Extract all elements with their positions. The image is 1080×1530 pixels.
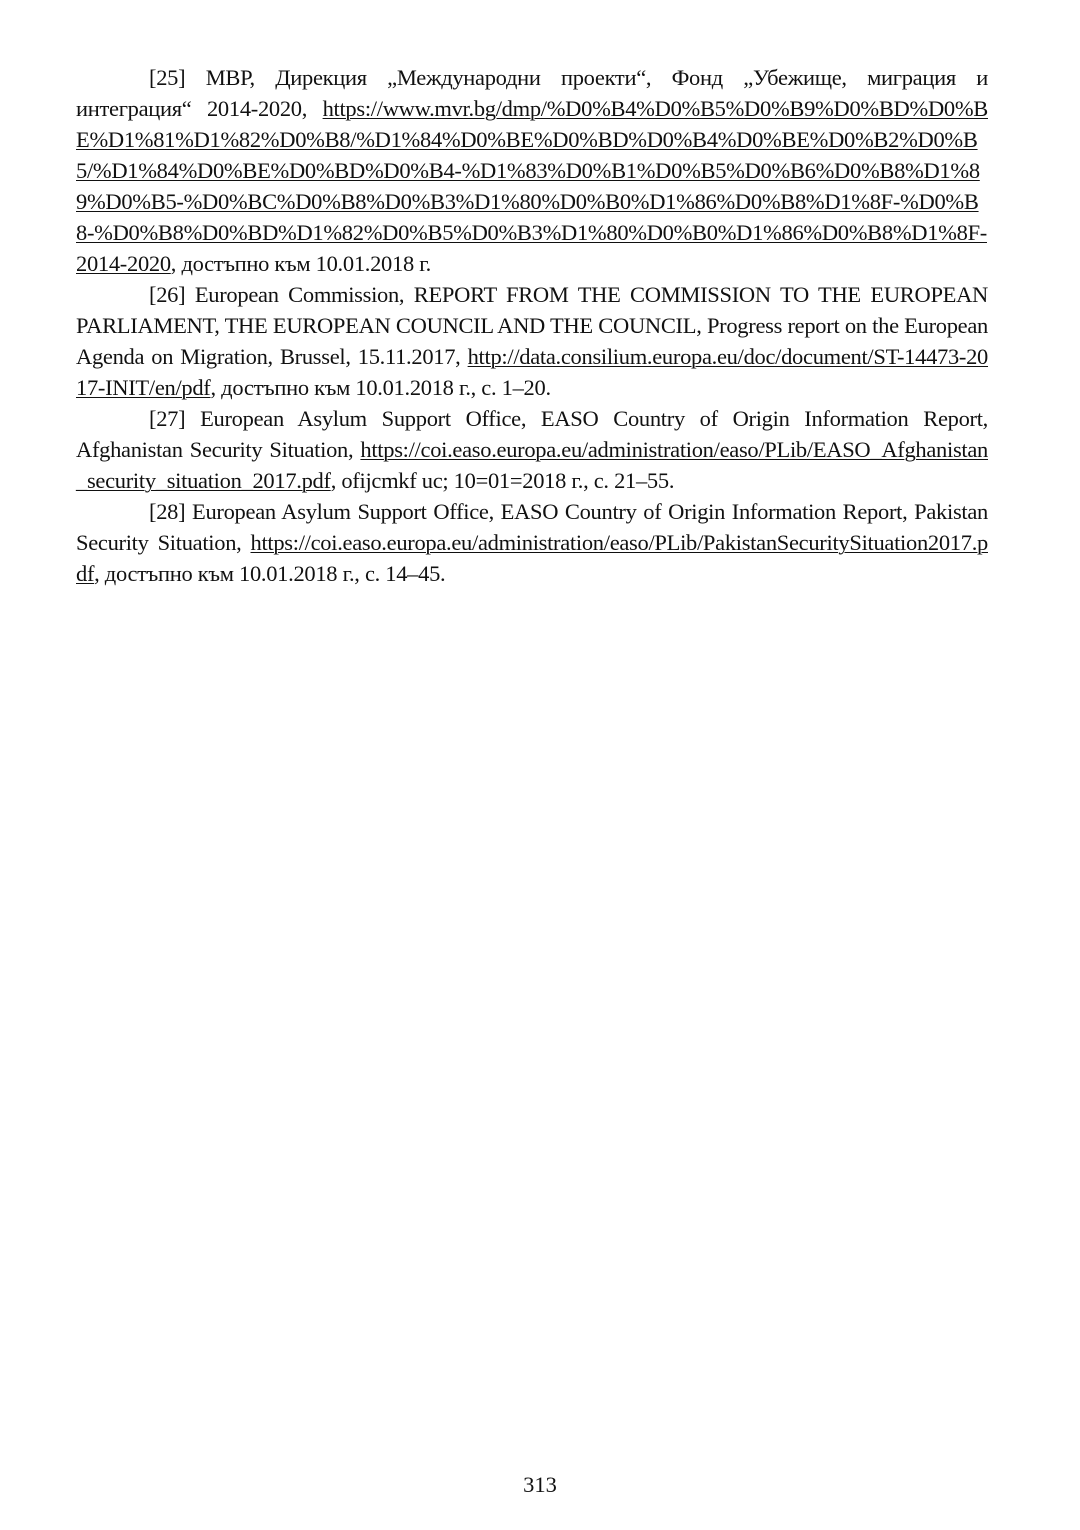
- reference-text: МВР, Дирекция „Международни проекти“, Фонд „Убежище, миграция и интеграция“ 2014-2020,: [76, 65, 989, 121]
- reference-27: [76, 403, 988, 496]
- reference-26: [76, 279, 988, 403]
- reference-25: [76, 62, 988, 279]
- reference-access-date: , достъпно към 10.01.2018 г., с. 1–20.: [210, 375, 551, 400]
- reference-access-date: , ofijcmkf uc; 10=01=2018 г., с. 21–55.: [330, 468, 675, 493]
- reference-number: [27]: [149, 406, 186, 431]
- reference-text: European Commission, REPORT FROM THE COMMISSION TO THE EUROPEAN PARLIAMENT, THE EUROPEAN COUNCIL AND THE COUNCIL, Progress report on the European Agenda on Migration, Brussel, 15.11.2017,: [76, 282, 988, 369]
- reference-link[interactable]: https://coi.easo.europa.eu/administration/easo/PLib/EASO_Afghanistan_security_situation_2017.pdf: [76, 437, 988, 493]
- reference-text: European Asylum Support Office, EASO Country of Origin Information Report, Afghanistan Security Situation,: [76, 406, 988, 462]
- reference-list: [76, 62, 988, 589]
- reference-text: European Asylum Support Office, EASO Country of Origin Information Report, Pakistan Security Situation,: [76, 499, 988, 555]
- reference-number: [25]: [149, 65, 186, 90]
- reference-number: [28]: [149, 499, 186, 524]
- page-number: 313: [523, 1472, 557, 1497]
- reference-number: [26]: [149, 282, 186, 307]
- reference-link[interactable]: https://coi.easo.europa.eu/administration/easo/PLib/PakistanSecuritySituation2017.pdf: [76, 530, 988, 586]
- reference-link[interactable]: https://www.mvr.bg/dmp/%D0%B4%D0%B5%D0%B9%D0%BD%D0%BE%D1%81%D1%82%D0%B8/%D1%84%D0%BE%D0%BD%D0%B4%D0%BE%D0%B2%D0%B5/%D1%84%D0%BE%D0%BD%D0%B4-%D1%83%D0%B1%D0%B5%D0%B6%D0%B8%D1%89%D0%B5-%D0%BC%D0%B8%D0%B3%D1%80%D0%B0%D1%86%D0%B8%D1%8F-%D0%B8-%D0%B8%D0%BD%D1%82%D0%B5%D0%B3%D1%80%D0%B0%D1%86%D0%B8%D1%8F-2014-2020: [76, 96, 988, 276]
- reference-access-date: , достъпно към 10.01.2018 г.: [170, 251, 431, 276]
- reference-28: [76, 496, 988, 589]
- reference-link[interactable]: http://data.consilium.europa.eu/doc/document/ST-14473-2017-INIT/en/pdf: [76, 344, 989, 400]
- reference-access-date: , достъпно към 10.01.2018 г., с. 14–45.: [94, 561, 446, 586]
